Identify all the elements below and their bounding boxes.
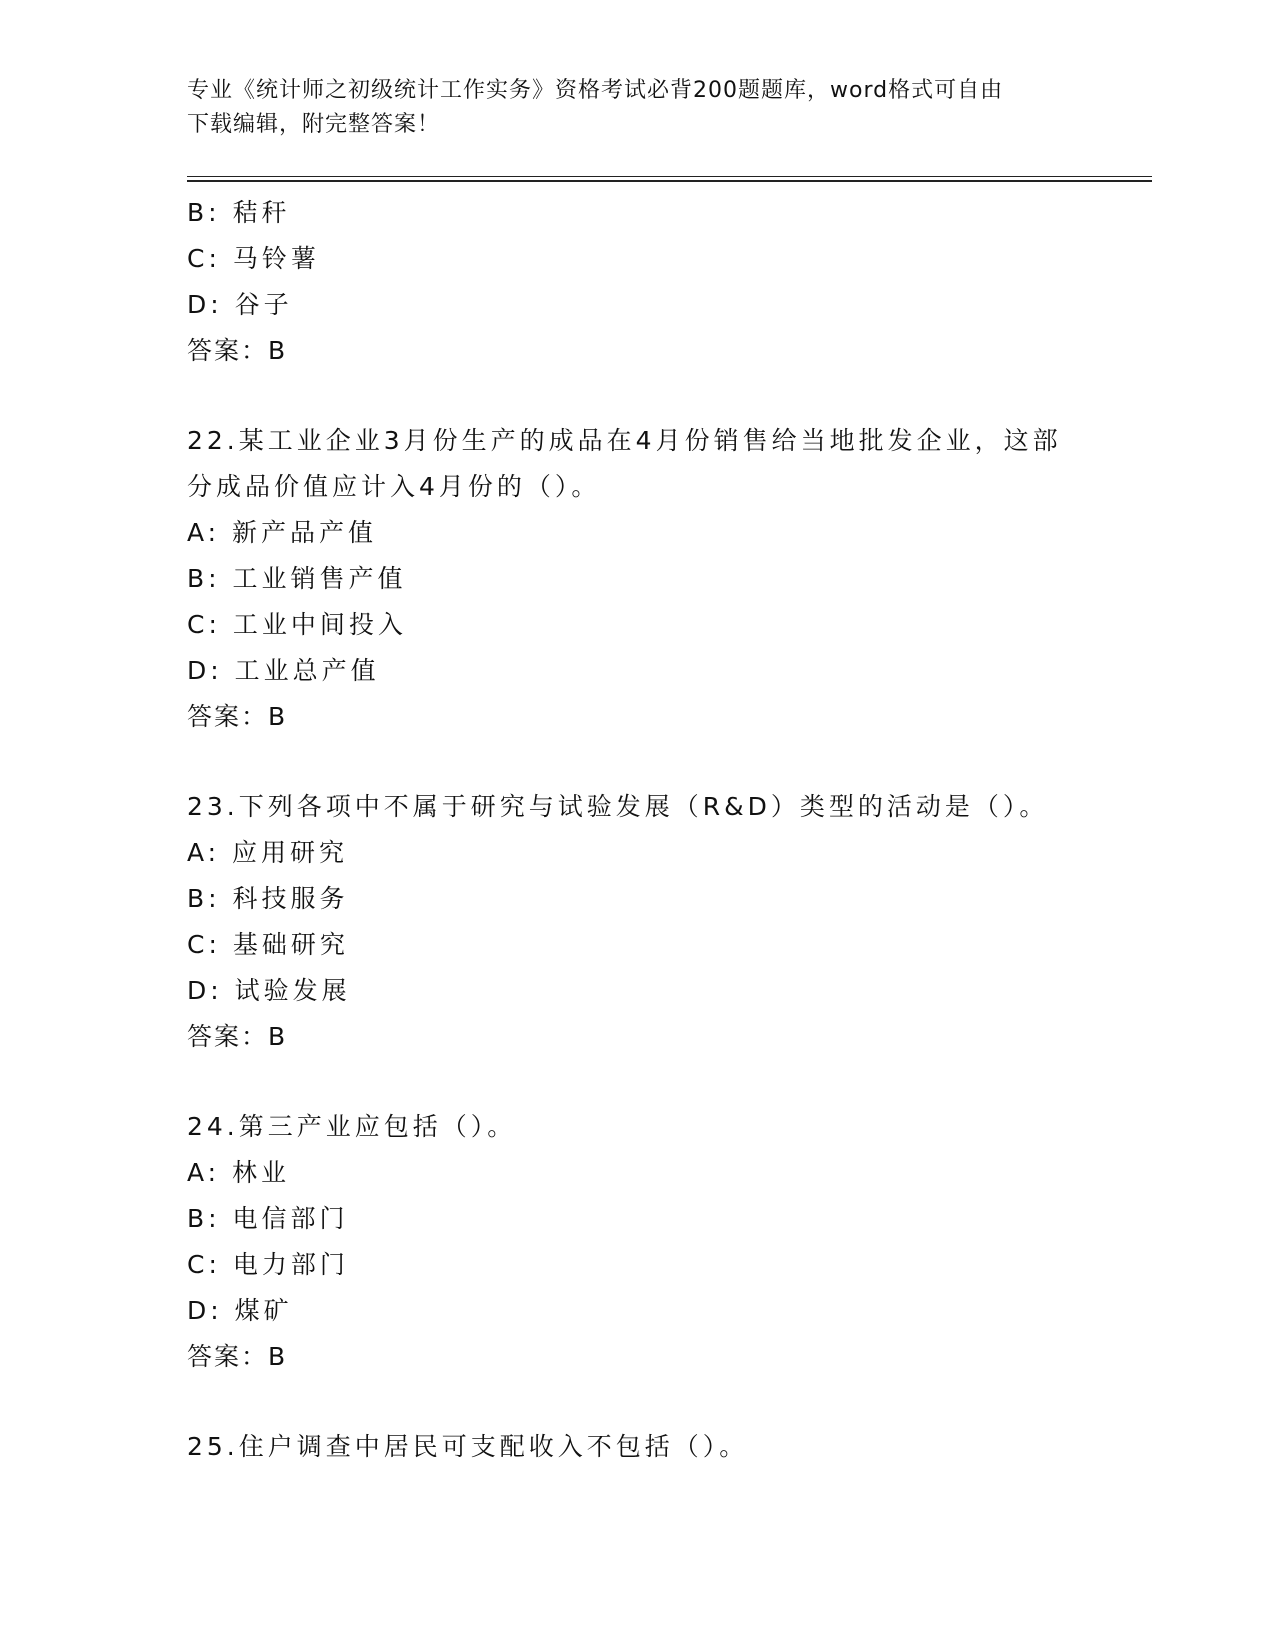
answer-line: 答案：B bbox=[187, 702, 288, 731]
option-b: B: 工业销售产值 bbox=[187, 564, 407, 593]
option-a: A: 应用研究 bbox=[187, 838, 349, 867]
spacer bbox=[187, 374, 1087, 418]
question-22 bbox=[187, 418, 1087, 740]
question-23 bbox=[187, 784, 1087, 1060]
option-d: D: 工业总产值 bbox=[187, 656, 380, 685]
spacer bbox=[187, 740, 1087, 784]
option-c: C: 基础研究 bbox=[187, 930, 349, 959]
question-21-tail bbox=[187, 190, 1087, 374]
answer-line: 答案：B bbox=[187, 1022, 288, 1051]
option-c: C: 工业中间投入 bbox=[187, 610, 407, 639]
question-list bbox=[187, 190, 1087, 1470]
question-stem: 22.某工业企业3月份生产的成品在4月份销售给当地批发企业，这部 bbox=[187, 426, 1062, 455]
option-a: A: 新产品产值 bbox=[187, 518, 378, 547]
header-line-2: 下载编辑，附完整答案！ bbox=[187, 112, 441, 137]
document-header bbox=[187, 74, 1087, 142]
answer-line: 答案：B bbox=[187, 1342, 288, 1371]
question-stem: 25.住户调查中居民可支配收入不包括（）。 bbox=[187, 1432, 749, 1461]
header-divider bbox=[187, 176, 1152, 182]
option-c: C: 电力部门 bbox=[187, 1250, 349, 1279]
option-d: D: 谷子 bbox=[187, 290, 293, 319]
question-stem: 23.下列各项中不属于研究与试验发展（R&D）类型的活动是（）。 bbox=[187, 792, 1049, 821]
question-stem-continued: 分成品价值应计入4月份的（）。 bbox=[187, 472, 601, 501]
option-d: D: 试验发展 bbox=[187, 976, 351, 1005]
option-a: A: 林业 bbox=[187, 1158, 291, 1187]
header-line-1: 专业《统计师之初级统计工作实务》资格考试必背200题题库，word格式可自由 bbox=[187, 78, 1004, 103]
question-24 bbox=[187, 1104, 1087, 1380]
option-b: B: 电信部门 bbox=[187, 1204, 349, 1233]
spacer bbox=[187, 1060, 1087, 1104]
spacer bbox=[187, 1380, 1087, 1424]
option-c: C: 马铃薯 bbox=[187, 244, 320, 273]
option-b: B: 秸秆 bbox=[187, 198, 291, 227]
question-stem: 24.第三产业应包括（）。 bbox=[187, 1112, 517, 1141]
answer-line: 答案：B bbox=[187, 336, 288, 365]
question-25 bbox=[187, 1424, 1087, 1470]
option-b: B: 科技服务 bbox=[187, 884, 349, 913]
option-d: D: 煤矿 bbox=[187, 1296, 293, 1325]
